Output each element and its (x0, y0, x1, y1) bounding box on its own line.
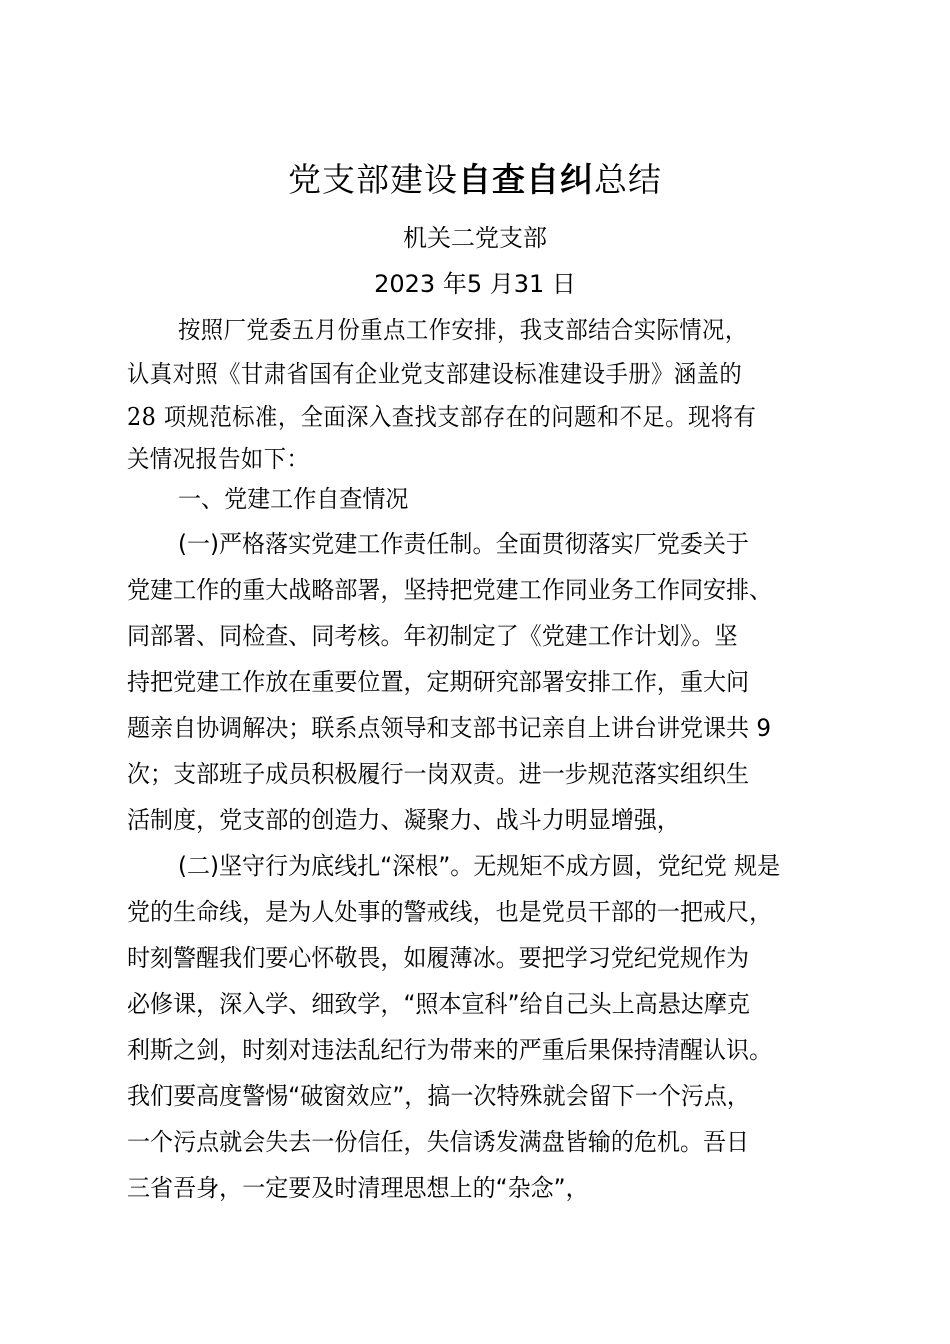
subsection-1-line: 同部署、同检查、同考核。年初制定了《党建工作计划》。坚 (127, 622, 738, 650)
subsection-2-line: 我们要高度警惕“破窗效应”，搞一次特殊就会留下一个污点， (127, 1082, 750, 1110)
subsection-1-line: 党建工作的重大战略部署，坚持把党建工作同业务工作同安排、 (127, 576, 773, 604)
intro-line: 关情况报告如下： (127, 445, 310, 473)
subsection-2-line: 党的生命线，是为人处事的警戒线，也是党员干部的一把戒尺， (127, 898, 773, 926)
organization-name: 机关二党支部 (403, 224, 547, 252)
subsection-2-line: (二)坚守行为底线扎“深根”。无规矩不成方圆，党纪党 规是 (178, 852, 781, 880)
subsection-2-line: 时刻警醒我们要心怀敬畏，如履薄冰。要把学习党纪党规作为 (127, 944, 750, 972)
title-part-3: 总结 (594, 160, 662, 199)
document-title (0, 158, 950, 202)
subsection-2-line: 必修课，深入学、细致学，“照本宣科”给自己头上高悬达摩克 (127, 990, 750, 1018)
intro-line: 28 项规范标准，全面深入查找支部存在的问题和不足。现将有 (127, 403, 757, 431)
document-date: 2023 年5 月31 日 (374, 270, 576, 298)
subsection-2-line: 三省吾身，一定要及时清理思想上的“杂念”， (127, 1174, 589, 1202)
subsection-1-line: (一)严格落实党建工作责任制。全面贯彻落实厂党委关于 (178, 530, 749, 558)
title-part-1: 党支部建设 (288, 160, 458, 199)
subsection-2-line: 利斯之剑，时刻对违法乱纪行为带来的严重后果保持清醒认识。 (127, 1036, 773, 1064)
subsection-2-line: 一个污点就会失去一份信任，失信诱发满盘皆输的危机。吾日 (127, 1128, 750, 1156)
subsection-1-line: 持把党建工作放在重要位置，定期研究部署安排工作，重大问 (127, 668, 750, 696)
intro-line: 按照厂党委五月份重点工作安排，我支部结合实际情况， (178, 316, 748, 344)
section-heading: 一、党建工作自查情况 (178, 485, 409, 513)
subsection-1-line: 题亲自协调解决；联系点领导和支部书记亲自上讲台讲党课共 9 (127, 714, 772, 742)
subsection-1-line: 次；支部班子成员积极履行一岗双责。进一步规范落实组织生 (127, 760, 750, 788)
title-part-2-bold: 自查自纠 (458, 160, 594, 199)
subsection-1-line: 活制度，党支部的创造力、凝聚力、战斗力明显增强， (127, 806, 680, 834)
intro-line: 认真对照《甘肃省国有企业党支部建设标准建设手册》涵盖的 (127, 360, 743, 388)
